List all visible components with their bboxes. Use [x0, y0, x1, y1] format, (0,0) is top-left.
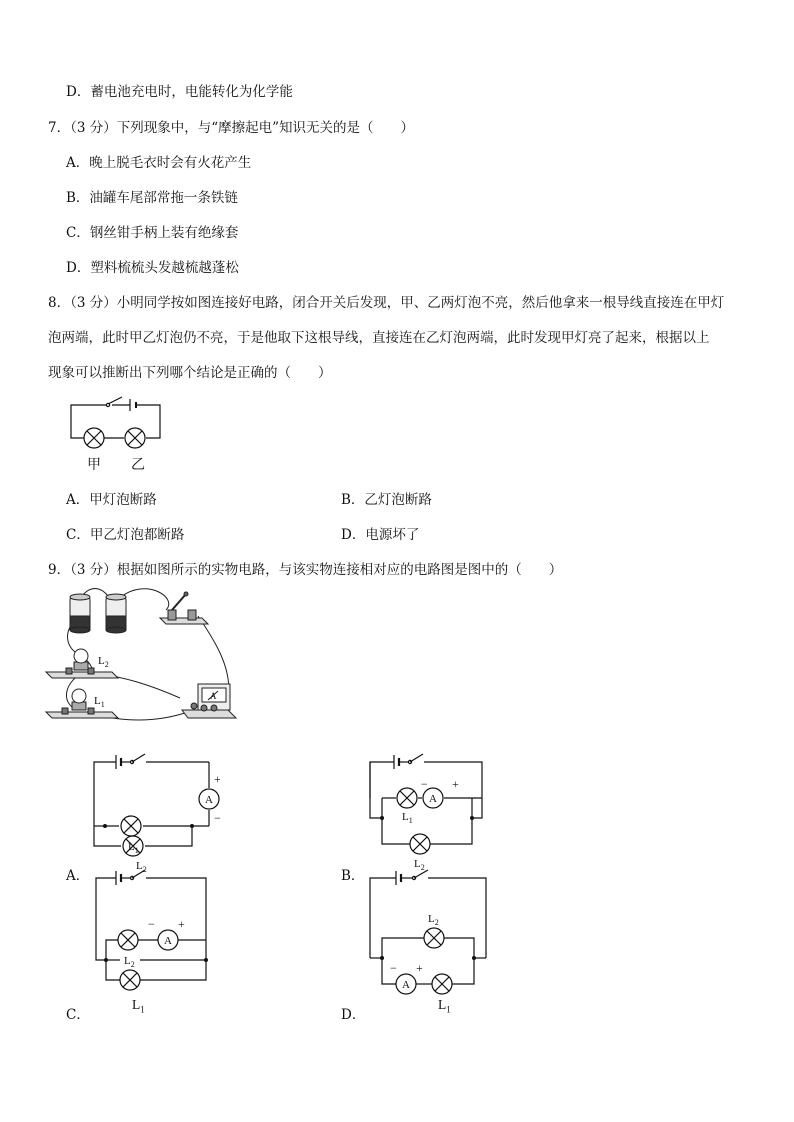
lamp-l1-board: [46, 689, 118, 718]
svg-text:L1: $L_1$: [128, 841, 139, 855]
svg-text:A: A: [429, 793, 437, 805]
svg-text:+: +: [416, 961, 423, 975]
wire-battery-to-switch: [122, 589, 169, 610]
svg-text:L2: $L_2$: [136, 860, 147, 874]
svg-text:L2: $L_2$: [414, 858, 425, 872]
q9-circuit-b: [366, 752, 516, 882]
q9-option-a-label: A．: [66, 868, 90, 884]
q9-option-c-lamp-l1: $L_1$: [132, 997, 145, 1015]
prev-option-d: D．蓄电池充电时，电能转化为化学能: [66, 84, 293, 100]
q9-option-b-label: B．: [341, 868, 365, 884]
q7-option-b: B．油罐车尾部常拖一条铁链: [66, 190, 238, 206]
illus-ammeter-letter: A: [210, 691, 217, 701]
q9-option-d-label: D．: [341, 1007, 366, 1023]
q8-stem-line1: 8．（3 分）小明同学按如图连接好电路，闭合开关后发现，甲、乙两灯泡不亮，然后他拿来一根导线直接连在甲灯: [48, 295, 725, 311]
battery-2: [106, 594, 126, 633]
illus-l2-label: $L_2$: [98, 655, 109, 669]
q8-stem-line2: 泡两端，此时甲乙灯泡仍不亮，于是他取下这根导线，直接连在乙灯泡两端，此时发现甲灯亮了起来，根据以上: [48, 330, 710, 346]
q9-stem: 9．（3 分）根据如图所示的实物电路，与该实物连接相对应的电路图是图中的（ ）: [48, 562, 563, 578]
svg-text:−: −: [390, 961, 397, 975]
svg-text:L2: $L_2$: [428, 913, 439, 927]
physical-circuit-illustration: [38, 588, 238, 740]
lamp-jia-symbol: [84, 428, 104, 448]
svg-text:−: −: [214, 811, 221, 825]
q8-option-a: A．甲灯泡断路: [66, 492, 157, 508]
lamp-yi-symbol: [125, 428, 145, 448]
svg-text:A: A: [205, 794, 213, 806]
svg-text:L2: $L_2$: [124, 955, 135, 969]
q8-option-d: D．电源坏了: [341, 527, 420, 543]
svg-text:A: A: [164, 935, 172, 947]
q7-option-c: C．钢丝钳手柄上装有绝缘套: [66, 225, 239, 241]
svg-text:+: +: [452, 777, 459, 791]
svg-text:+: +: [214, 772, 221, 786]
svg-text:−: −: [148, 917, 155, 931]
illus-l1-label: $L_1$: [94, 695, 105, 709]
svg-text:+: +: [178, 917, 185, 931]
label-yi: 乙: [131, 458, 145, 473]
q8-circuit-diagram: [60, 392, 180, 478]
svg-text:A: A: [402, 979, 410, 991]
q9-circuit-d: [366, 868, 516, 998]
q9-circuit-a: [88, 752, 238, 882]
battery-1: [70, 594, 90, 633]
svg-text:L1: $L_1$: [402, 811, 413, 825]
ammeter-device: [182, 684, 236, 718]
q8-stem-line3: 现象可以推断出下列哪个结论是正确的（ ）: [48, 365, 332, 381]
q8-option-b: B．乙灯泡断路: [341, 492, 432, 508]
q7-option-a: A．晚上脱毛衣时会有火花产生: [66, 155, 252, 171]
q7-stem: 7．（3 分）下列现象中，与“摩擦起电”知识无关的是（ ）: [48, 120, 415, 136]
label-jia: 甲: [87, 458, 101, 473]
q7-option-d: D．塑料梳梳头发越梳越蓬松: [66, 260, 239, 276]
q9-circuit-c: [92, 868, 242, 998]
q8-option-c: C．甲乙灯泡都断路: [66, 527, 185, 543]
q9-option-c-label: C．: [66, 1007, 90, 1023]
svg-text:−: −: [421, 777, 428, 791]
q9-option-d-lamp-l1: $L_1$: [438, 997, 451, 1015]
